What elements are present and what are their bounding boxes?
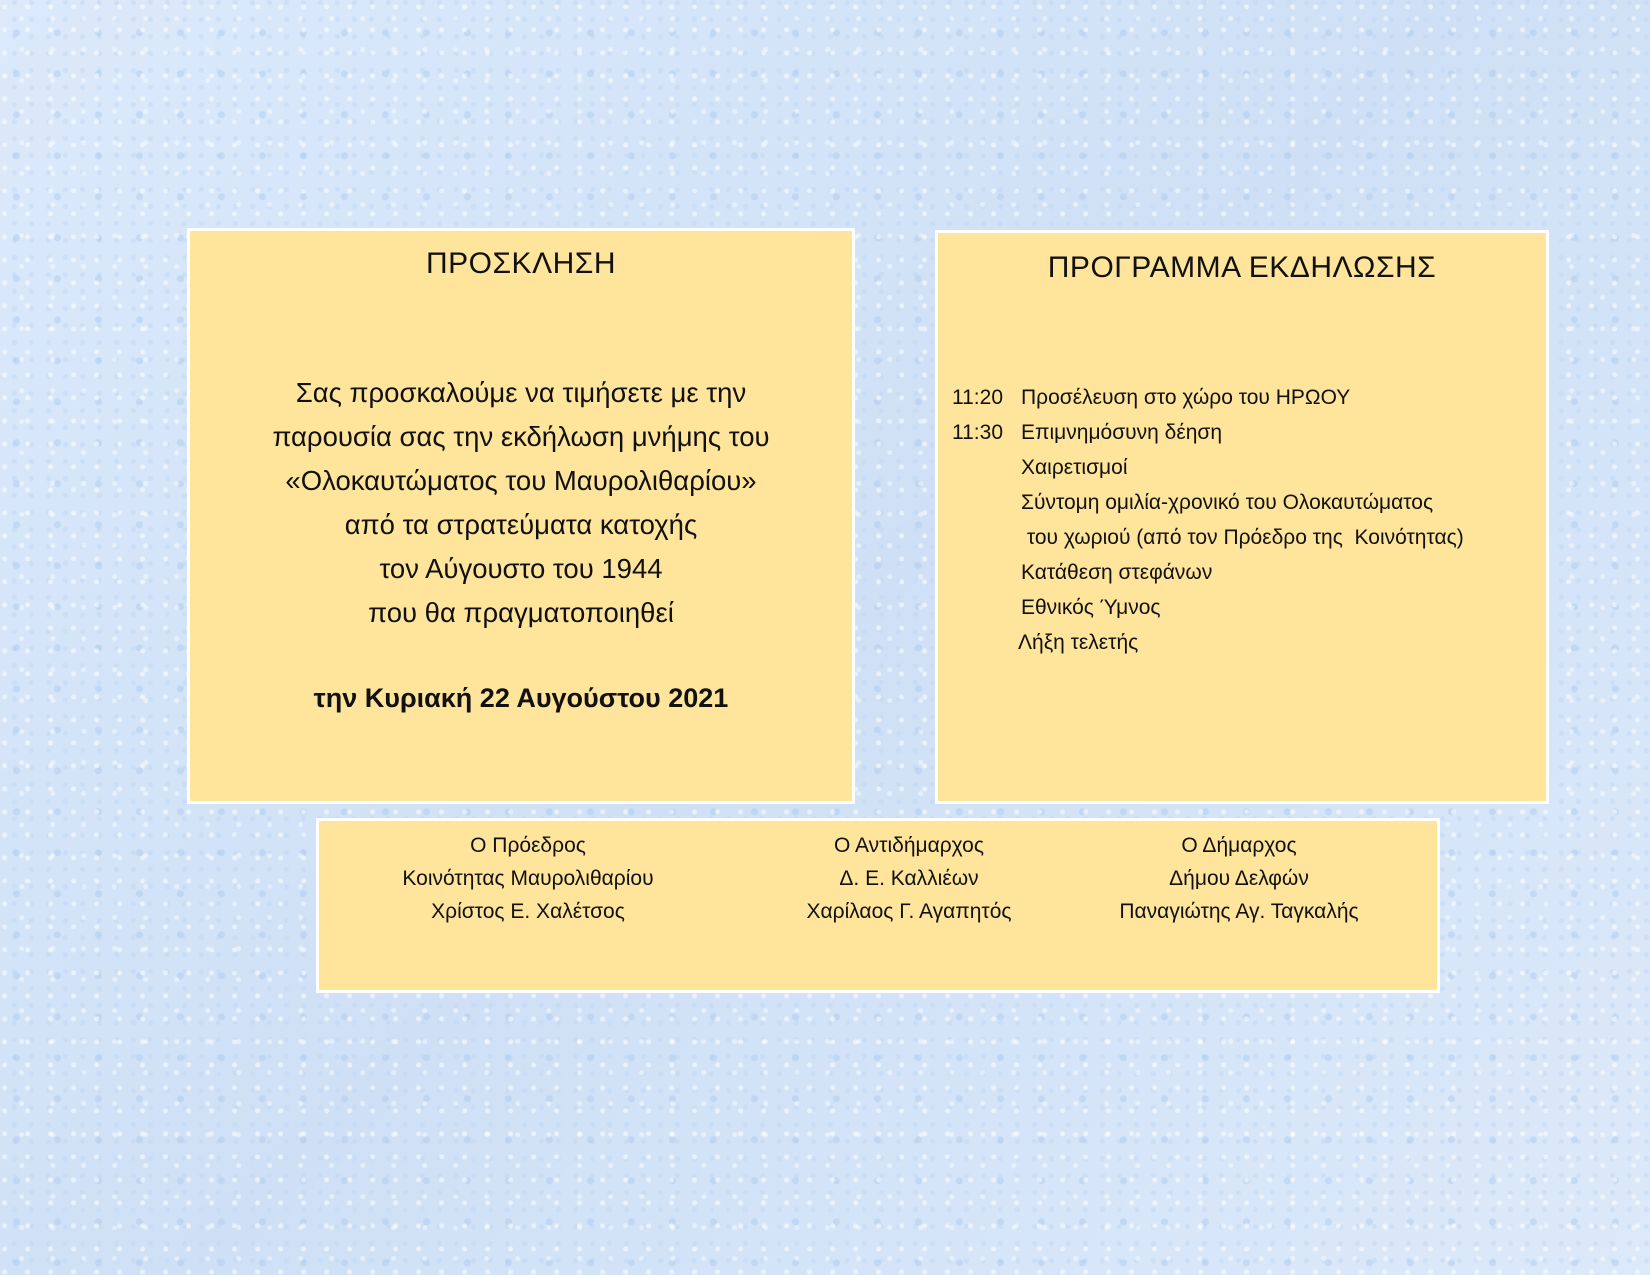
signature-organization: Κοινότητας Μαυρολιθαρίου — [402, 867, 654, 890]
invitation-title: ΠΡΟΣΚΛΗΣΗ — [426, 247, 616, 280]
schedule-item — [952, 590, 1464, 625]
invitation-line: παρουσία σας την εκδήλωση μνήμης του — [272, 421, 770, 452]
schedule-time: 11:30 — [952, 421, 1003, 444]
signature-role: Ο Δήμαρχος — [1181, 834, 1297, 857]
schedule-text: Προσέλευση στο χώρο του ΗΡΩΟΥ — [1021, 386, 1351, 409]
invitation-body — [190, 371, 852, 635]
schedule-text: Σύντομη ομιλία-χρονικό του Ολοκαυτώματος — [1021, 491, 1434, 514]
schedule-item — [952, 520, 1464, 555]
signature-role: Ο Πρόεδρος — [470, 834, 586, 857]
schedule-text: Εθνικός Ύμνος — [1021, 596, 1161, 619]
invitation-line: που θα πραγματοποιηθεί — [368, 597, 674, 628]
program-schedule — [952, 380, 1464, 660]
signature-name: Παναγιώτης Αγ. Ταγκαλής — [1119, 900, 1359, 923]
schedule-item — [952, 450, 1464, 485]
signature-mayor — [1064, 829, 1414, 928]
signature-name: Χρίστος Ε. Χαλέτσος — [431, 900, 625, 923]
signature-deputy-mayor — [729, 829, 1089, 928]
schedule-text: Επιμνημόσυνη δέηση — [1021, 421, 1223, 444]
signature-organization: Δ. Ε. Καλλιέων — [839, 867, 979, 890]
event-date: την Κυριακή 22 Αυγούστου 2021 — [313, 683, 729, 713]
schedule-item — [952, 555, 1464, 590]
invitation-line: από τα στρατεύματα κατοχής — [344, 509, 698, 540]
invitation-line: Σας προσκαλούμε να τιμήσετε με την — [295, 377, 747, 408]
schedule-text: του χωριού (από τον Πρόεδρο της Κοινότητας) — [1021, 526, 1464, 549]
signature-name: Χαρίλαος Γ. Αγαπητός — [806, 900, 1012, 923]
signature-organization: Δήμου Δελφών — [1169, 867, 1309, 890]
program-title: ΠΡΟΓΡΑΜΜΑ ΕΚΔΗΛΩΣΗΣ — [1047, 251, 1437, 284]
invitation-panel — [187, 228, 855, 804]
invitation-line: «Ολοκαυτώματος του Μαυρολιθαρίου» — [285, 465, 757, 496]
program-panel — [935, 230, 1549, 804]
schedule-item — [952, 485, 1464, 520]
signature-role: Ο Αντιδήμαρχος — [834, 834, 984, 857]
schedule-item — [952, 380, 1464, 415]
signatures-panel — [316, 818, 1440, 993]
schedule-item — [952, 415, 1464, 450]
schedule-item — [952, 625, 1464, 660]
invitation-line: τον Αύγουστο του 1944 — [379, 553, 663, 584]
schedule-text: Χαιρετισμοί — [1021, 456, 1128, 479]
schedule-text: Λήξη τελετής — [1018, 631, 1139, 654]
schedule-time: 11:20 — [952, 386, 1003, 409]
signature-president — [349, 829, 707, 928]
schedule-text: Κατάθεση στεφάνων — [1021, 561, 1213, 584]
